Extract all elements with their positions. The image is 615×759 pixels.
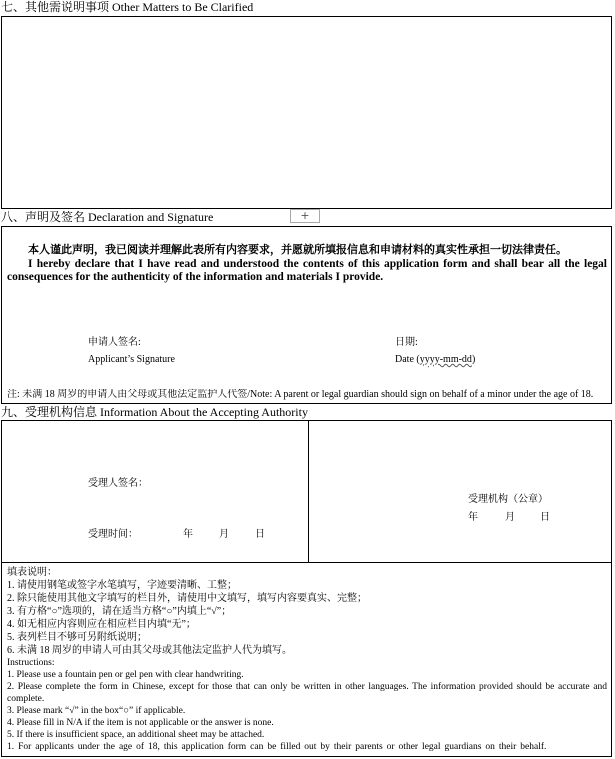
authority-seal-label: 受理机构（公章）: [468, 494, 548, 505]
officer-signature-label: 受理人签名：: [88, 478, 148, 489]
instruction-item-en: 5. If there is insufficient space, an additional sheet may be attached.: [7, 730, 265, 740]
minor-signature-note: 注: 未满 18 周岁的申请人由父母或其他法定监护人代签/Note: A parent or legal guardian should sign on behalf of a minor under the age of 18.: [7, 389, 594, 400]
instructions-list: [7, 566, 607, 753]
section-7-heading: 七、其他需说明事项 Other Matters to Be Clarified: [1, 0, 254, 14]
acceptance-day-label: 日: [255, 529, 265, 540]
section-8-heading: 八、声明及签名 Declaration and Signature: [1, 210, 214, 224]
accepting-authority-box: [1, 420, 612, 563]
applicant-signature-label-en: Applicant’s Signature: [88, 354, 175, 365]
date-label-en: [395, 354, 475, 366]
date-label-en-prefix: Date (: [395, 354, 420, 365]
acceptance-year-label: 年: [183, 529, 193, 540]
seal-day-label: 日: [540, 512, 550, 523]
instruction-item-cn: 5. 表列栏目不够可另附纸说明；: [7, 632, 147, 643]
seal-month-label: 月: [505, 512, 515, 523]
acceptance-time-label: 受理时间：: [88, 529, 138, 540]
instruction-item-en: 2. Please complete the form in Chinese, except for those that can only be written in other languages. The information provided should be accurate and complete.: [7, 682, 607, 704]
section-9-heading: 九、受理机构信息 Information About the Accepting Authority: [1, 405, 308, 419]
declaration-text-en: I hereby declare that I have read and understood the contents of this application form and shall bear all the legal consequences for the authenticity of the information and materials I provide.: [7, 258, 607, 283]
other-matters-field[interactable]: [1, 16, 612, 209]
instruction-item-en: 1. Please use a fountain pen or gel pen with clear handwriting.: [7, 670, 244, 680]
authority-seal-cell: [309, 421, 611, 562]
instruction-item-cn: 4. 如无相应内容则应在相应栏目内填“无”；: [7, 619, 196, 630]
applicant-signature-label-cn: 申请人签名:: [88, 337, 141, 348]
table-handle-button[interactable]: +: [290, 209, 320, 223]
date-format-hint: yyyy-mm-dd: [419, 354, 472, 365]
date-label-en-suffix: ): [471, 354, 476, 365]
acceptance-month-label: 月: [219, 529, 229, 540]
seal-year-label: 年: [468, 512, 478, 523]
instruction-item-en: 1. For applicants under the age of 18, this application form can be filled out by their parents or other legal guardians on their behalf.: [7, 742, 547, 752]
instruction-item-en: 4. Please fill in N/A if the item is not applicable or the answer is none.: [7, 718, 274, 728]
instructions-heading-en: Instructions:: [7, 658, 55, 668]
instructions-box: [1, 562, 612, 757]
instruction-item-cn: 2. 除只能使用其他文字填写的栏目外，请使用中文填写，填写内容要真实、完整；: [7, 593, 367, 604]
instructions-heading-cn: 填表说明：: [7, 567, 57, 578]
instruction-item-cn: 3. 有方格“○”选项的，请在适当方格“○”内填上“√”；: [7, 606, 232, 617]
declaration-box: [1, 226, 612, 404]
date-label-cn: 日期:: [395, 337, 418, 348]
instruction-item-en: 3. Please mark “√” in the box“○” if applicable.: [7, 706, 186, 716]
officer-cell: [2, 421, 309, 562]
instruction-item-cn: 1. 请使用钢笔或签字水笔填写，字迹要清晰、工整；: [7, 580, 237, 591]
instruction-item-cn: 6. 未满 18 周岁的申请人可由其父母或其他法定监护人代为填写。: [7, 645, 292, 656]
declaration-text-cn: 本人谨此声明，我已阅读并理解此表所有内容要求，并愿就所填报信息和申请材料的真实性承担一切法律责任。: [28, 244, 567, 256]
